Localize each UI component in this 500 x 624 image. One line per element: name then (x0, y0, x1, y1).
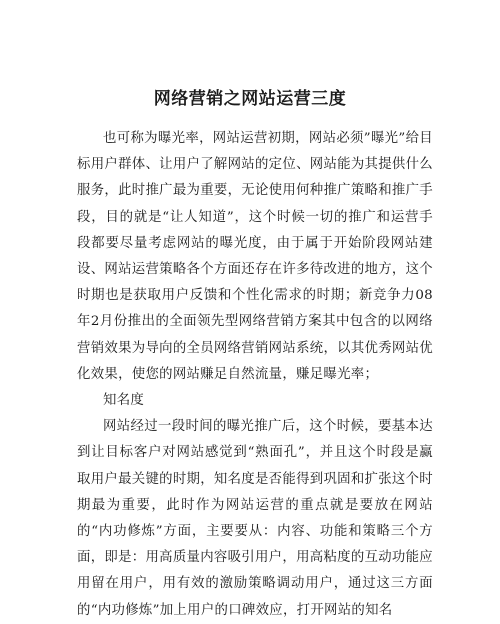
paragraph-awareness: 网站经过一段时间的曝光推广后，这个时候，要基本达到让目标客户对网站感觉到“熟面孔”，并且这个时段是赢取用户最关键的时期，知名度是否能得到巩固和扩张这个时期最为重要，此时作为网站运营的重点就是要放在网站的“内功修炼”方面，主要要从：内容、功能和策略三个方面，即是：用高质量内容吸引用户，用高粘度的互动功能应用留在用户，用有效的激励策略调动用户，通过这三方面的“内功修炼”加上用户的口碑效应，打开网站的知名 (77, 419, 433, 618)
document-body (77, 126, 433, 624)
document-title: 网络营销之网站运营三度 (153, 89, 347, 109)
section-heading-awareness: 知名度 (103, 393, 145, 409)
paragraph-exposure: 也可称为曝光率，网站运营初期，网站必须”曝光”给目标用户群体、让用户了解网站的定位、网站能为其提供什么服务，此时推广最为重要，无论使用何种推广策略和推广手段，目的就是“让人知道”，这个时候一切的推广和运营手段都要尽量考虑网站的曝光度，由于属于开始阶段网站建设、网站运营策略各个方面还存在许多待改进的地方，这个时期也是获取用户反馈和个性化需求的时期；新竞争力08年2月份推出的全面领先型网络营销方案其中包含的以网络营销效果为导向的全员网络营销网站系统，以其优秀网站优化效果，使您的网站赚足自然流量，赚足曝光率； (77, 131, 433, 382)
